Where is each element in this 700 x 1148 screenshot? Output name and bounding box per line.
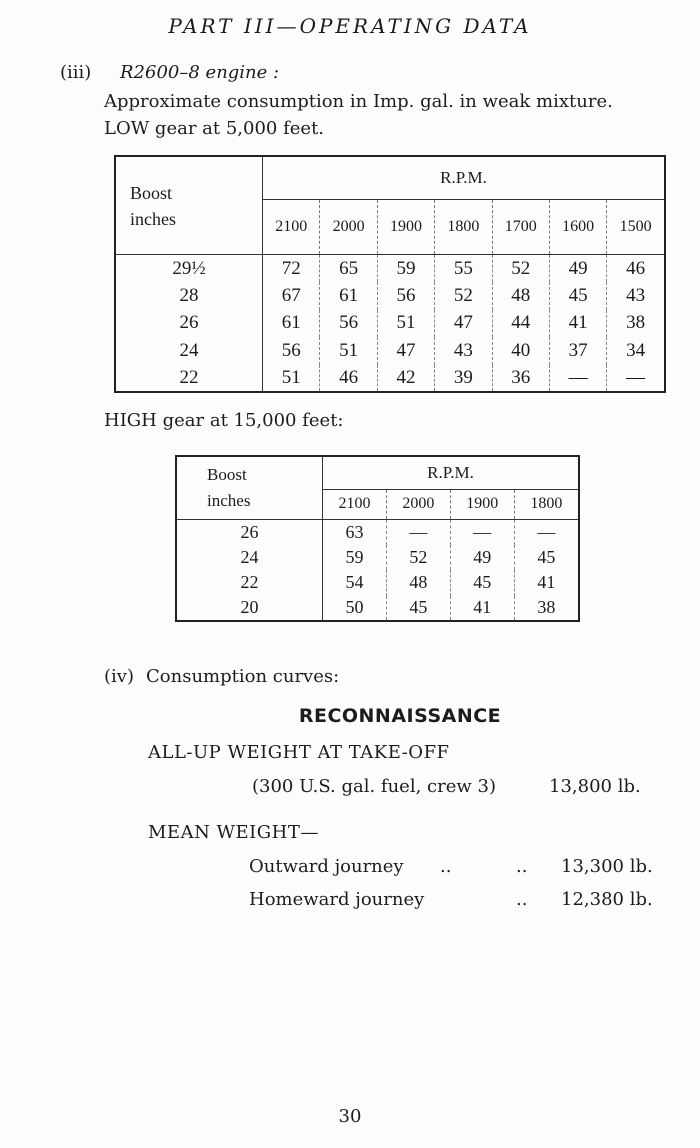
consumption-value: 63 bbox=[323, 519, 387, 544]
takeoff-weight-value: 13,800 lb. bbox=[549, 776, 641, 797]
rpm-column-header: 2100 bbox=[263, 200, 320, 255]
consumption-value: 52 bbox=[492, 255, 549, 282]
consumption-value: 56 bbox=[320, 310, 377, 337]
low-gear-table bbox=[114, 155, 666, 393]
page-header: PART III—OPERATING DATA bbox=[168, 14, 532, 38]
boost-label: Boost bbox=[207, 464, 247, 484]
consumption-value: 61 bbox=[320, 282, 377, 309]
consumption-value: 49 bbox=[549, 255, 606, 282]
table-row bbox=[176, 596, 579, 621]
consumption-value: 52 bbox=[386, 545, 450, 570]
consumption-value: 41 bbox=[549, 310, 606, 337]
section-iii-number: (iii) bbox=[60, 62, 92, 83]
boost-header bbox=[115, 156, 263, 255]
consumption-value: 45 bbox=[537, 546, 556, 567]
boost-value: 26 bbox=[176, 519, 323, 544]
consumption-value: 47 bbox=[435, 310, 492, 337]
consumption-value: 55 bbox=[435, 255, 492, 282]
section-iv-number: (iv) bbox=[104, 666, 134, 687]
engine-title: R2600–8 engine : bbox=[120, 62, 280, 83]
all-up-weight-heading: ALL-UP WEIGHT AT TAKE-OFF bbox=[148, 742, 450, 763]
rpm-column-header: 2100 bbox=[323, 489, 387, 519]
low-gear-caption: LOW gear at 5,000 feet. bbox=[104, 118, 325, 139]
rpm-column-header: 1800 bbox=[514, 489, 579, 519]
consumption-value: 54 bbox=[323, 570, 387, 595]
consumption-value: 49 bbox=[450, 545, 514, 570]
consumption-value: 40 bbox=[492, 337, 549, 364]
reconnaissance-heading: RECONNAISSANCE bbox=[298, 705, 502, 727]
consumption-value: — bbox=[549, 365, 606, 392]
outward-weight-value: 13,300 lb. bbox=[561, 856, 653, 877]
consumption-value: — bbox=[537, 521, 556, 542]
inches-label: inches bbox=[130, 208, 176, 229]
consumption-value: 34 bbox=[626, 339, 646, 361]
consumption-value: 65 bbox=[320, 255, 377, 282]
high-gear-table bbox=[175, 455, 580, 622]
consumption-value: 56 bbox=[377, 282, 434, 309]
consumption-value: 67 bbox=[263, 282, 320, 309]
boost-value: 24 bbox=[176, 545, 323, 570]
consumption-value: 51 bbox=[263, 365, 320, 392]
consumption-value: 43 bbox=[435, 337, 492, 364]
consumption-description: Approximate consumption in Imp. gal. in weak mixture. bbox=[104, 91, 613, 112]
table-row bbox=[115, 282, 665, 309]
rpm-column-header: 1700 bbox=[492, 200, 549, 255]
consumption-value: 46 bbox=[320, 365, 377, 392]
table-row bbox=[176, 545, 579, 570]
consumption-value: 42 bbox=[377, 365, 434, 392]
table-row bbox=[115, 255, 665, 282]
boost-label: Boost bbox=[130, 182, 173, 203]
homeward-leader-dots: .. bbox=[516, 889, 528, 910]
rpm-column-header: 1600 bbox=[549, 200, 606, 255]
high-gear-caption: HIGH gear at 15,000 feet: bbox=[104, 410, 344, 431]
table-header-row bbox=[115, 156, 665, 200]
consumption-value: 45 bbox=[450, 570, 514, 595]
consumption-value: 59 bbox=[323, 545, 387, 570]
homeward-journey-label: Homeward journey bbox=[249, 889, 425, 910]
homeward-weight-value: 12,380 lb. bbox=[561, 889, 653, 910]
boost-header bbox=[176, 456, 323, 519]
consumption-value: 38 bbox=[537, 597, 556, 618]
rpm-column-header: 1800 bbox=[435, 200, 492, 255]
boost-value: 28 bbox=[115, 282, 263, 309]
consumption-value: 44 bbox=[492, 310, 549, 337]
consumption-value: — bbox=[450, 519, 514, 544]
boost-value: 26 bbox=[115, 310, 263, 337]
rpm-column-header: 1900 bbox=[377, 200, 434, 255]
fuel-crew-note: (300 U.S. gal. fuel, crew 3) bbox=[252, 776, 496, 797]
boost-value: 22 bbox=[115, 365, 263, 392]
table-row bbox=[176, 519, 579, 544]
consumption-value: 36 bbox=[492, 365, 549, 392]
consumption-value: 59 bbox=[377, 255, 434, 282]
outward-journey-label: Outward journey bbox=[249, 856, 404, 877]
table-row bbox=[176, 570, 579, 595]
mean-weight-heading: MEAN WEIGHT— bbox=[148, 822, 319, 843]
consumption-value: 61 bbox=[263, 310, 320, 337]
table-row bbox=[115, 310, 665, 337]
outward-leader-dots-2: .. bbox=[516, 856, 528, 877]
consumption-value: — bbox=[626, 366, 646, 388]
consumption-value: 38 bbox=[626, 312, 646, 334]
consumption-value: 51 bbox=[320, 337, 377, 364]
consumption-curves-label: Consumption curves: bbox=[146, 666, 340, 687]
table-row bbox=[115, 337, 665, 364]
outward-leader-dots: .. bbox=[440, 856, 452, 877]
consumption-value: 52 bbox=[435, 282, 492, 309]
consumption-value: 41 bbox=[537, 572, 556, 593]
consumption-value: 48 bbox=[386, 570, 450, 595]
rpm-column-header: 1500 bbox=[607, 200, 665, 255]
consumption-value: 45 bbox=[386, 596, 450, 621]
consumption-value: 39 bbox=[435, 365, 492, 392]
consumption-value: 45 bbox=[549, 282, 606, 309]
consumption-value: 72 bbox=[263, 255, 320, 282]
rpm-column-header: 2000 bbox=[386, 489, 450, 519]
consumption-value: 48 bbox=[492, 282, 549, 309]
boost-value: 29½ bbox=[115, 255, 263, 282]
consumption-value: — bbox=[386, 519, 450, 544]
rpm-column-header: 1900 bbox=[450, 489, 514, 519]
table-row bbox=[115, 365, 665, 392]
consumption-value: 43 bbox=[626, 284, 646, 306]
consumption-value: 41 bbox=[450, 596, 514, 621]
consumption-value: 46 bbox=[626, 257, 646, 279]
table-header-row bbox=[176, 456, 579, 489]
consumption-value: 51 bbox=[377, 310, 434, 337]
consumption-value: 56 bbox=[263, 337, 320, 364]
consumption-value: 50 bbox=[323, 596, 387, 621]
page-number: 30 bbox=[338, 1106, 362, 1127]
consumption-value: 47 bbox=[377, 337, 434, 364]
boost-value: 20 bbox=[176, 596, 323, 621]
boost-value: 22 bbox=[176, 570, 323, 595]
rpm-header: R.P.M. bbox=[263, 156, 666, 200]
inches-label: inches bbox=[207, 490, 251, 510]
boost-value: 24 bbox=[115, 337, 263, 364]
rpm-column-header: 2000 bbox=[320, 200, 377, 255]
consumption-value: 37 bbox=[549, 337, 606, 364]
rpm-header: R.P.M. bbox=[323, 456, 580, 489]
